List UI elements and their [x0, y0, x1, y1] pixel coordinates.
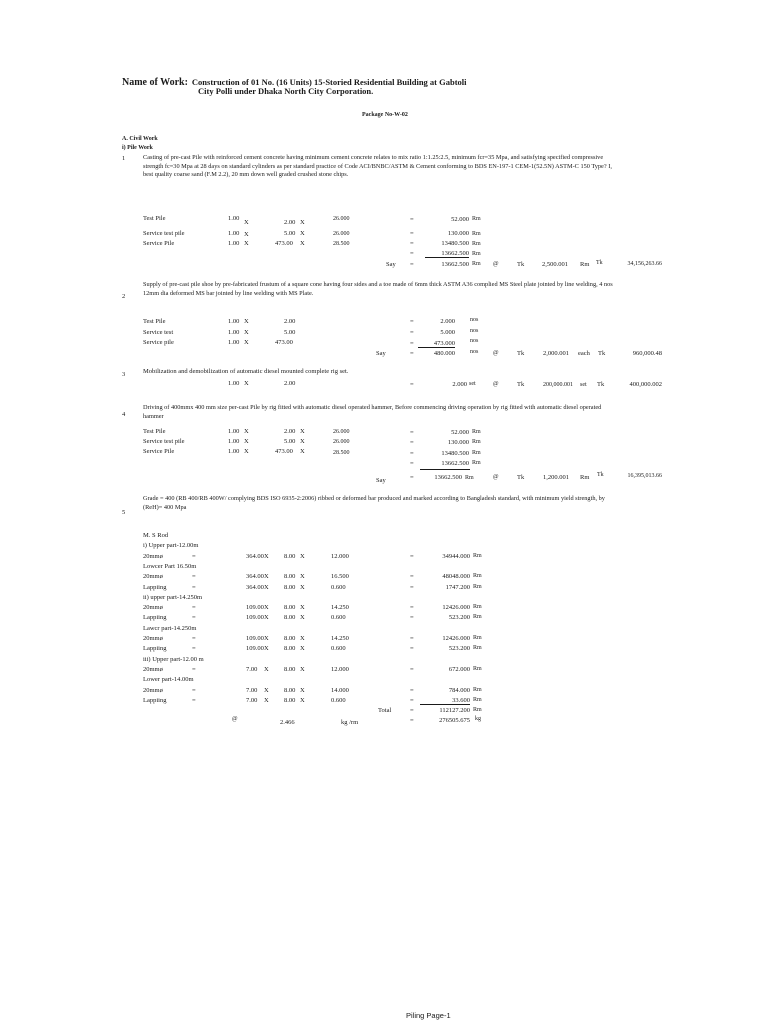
- rate-value: 2,500.001: [542, 261, 568, 268]
- row-factor-b: 2.00: [284, 428, 296, 435]
- rate-per: set: [580, 382, 587, 388]
- row-label: Service Pile: [143, 240, 175, 247]
- weight-unit: kg: [475, 716, 481, 722]
- item-description: Supply of pre-cast pile shoe by pre-fabricated frustum of a square cone having four sides and a toe made of 6mm thick ASTM A36 complied MS Steel plate jointed by line welding, 4 nos 12mm dia deformed MS bar jointed by line welding with MS Plate.: [143, 281, 613, 297]
- row-multiply: X: [300, 219, 305, 226]
- row-factor-c: 0.600: [331, 645, 346, 653]
- row-multiply: X: [244, 240, 249, 247]
- row-factor-a: 109.00: [246, 645, 264, 653]
- row-factor-b: 8.00: [284, 665, 296, 673]
- row-quantity: 2.000: [452, 381, 467, 388]
- row-multiply: X: [264, 552, 269, 560]
- say-equals: =: [410, 261, 414, 268]
- row-unit: Rm: [472, 231, 481, 237]
- amount-currency: Tk: [597, 472, 604, 478]
- row-unit: Rm: [473, 665, 482, 672]
- row-label: Lappiing: [143, 614, 167, 622]
- rate-value: 200,000.001: [543, 382, 573, 388]
- row-sub-equals: =: [192, 604, 196, 612]
- item-number: 5: [122, 509, 126, 516]
- row-unit: Rm: [473, 614, 482, 621]
- row-sub-equals: =: [192, 552, 196, 560]
- conversion-factor: 2.466: [280, 719, 295, 726]
- row-quantity: 130.000: [447, 230, 469, 237]
- row-label: 20mmø: [143, 552, 163, 560]
- row-equals: =: [410, 250, 414, 257]
- row-label: Lappiing: [143, 645, 167, 653]
- row-quantity: 672.000: [448, 665, 470, 673]
- row-factor-a: 1.00: [228, 448, 240, 455]
- row-sub-equals: =: [192, 614, 196, 622]
- row-multiply: X: [264, 665, 269, 673]
- row-equals: =: [410, 460, 414, 467]
- row-unit: Rm: [472, 216, 481, 222]
- row-label: Service test pile: [143, 230, 185, 237]
- row-multiply: X: [244, 428, 249, 435]
- row-factor-c: 14.250: [331, 635, 349, 642]
- row-equals: =: [410, 573, 414, 581]
- row-multiply: X: [300, 686, 305, 694]
- row-quantity: 523.200: [448, 645, 470, 653]
- rate-per: Rm: [580, 261, 590, 268]
- rate-per: Rm: [580, 474, 590, 481]
- row-multiply: X: [300, 665, 305, 673]
- item-amount: 400,000.002: [629, 381, 662, 388]
- row-factor-c: 0.600: [331, 614, 346, 622]
- row-multiply: X: [264, 614, 269, 622]
- row-label: Lower part-14.00m: [143, 676, 194, 684]
- row-equals: =: [410, 552, 414, 560]
- row-unit: nos: [470, 338, 479, 344]
- item-number: 2: [122, 293, 126, 300]
- row-multiply: X: [244, 329, 249, 336]
- row-sub-equals: =: [192, 686, 196, 694]
- row-multiply: X: [300, 438, 305, 445]
- row-factor-b: 8.00: [284, 635, 296, 642]
- rate-currency: Tk: [517, 350, 525, 357]
- total-unit: Rm: [473, 707, 482, 713]
- row-multiply: X: [300, 230, 305, 237]
- row-factor-b: 8.00: [284, 686, 296, 694]
- row-multiply: X: [300, 583, 305, 591]
- rate-currency: Tk: [517, 261, 525, 268]
- row-label: 20mmø: [143, 573, 163, 581]
- row-equals: =: [410, 604, 414, 612]
- work-title-line2: City Polli under Dhaka North City Corporation.: [198, 86, 374, 96]
- row-factor-c: 0.600: [331, 696, 346, 704]
- row-factor-a: 1.00: [228, 438, 240, 445]
- total-rule: [420, 704, 470, 705]
- row-equals: =: [410, 614, 414, 622]
- row-unit: set: [469, 381, 476, 387]
- item-description: Driving of 400mmx 400 mm size per-cast Pile by rig fitted with automatic diesel operated hammer, Before commencing driving operation by rig fitted with automatic diesel operated hammer: [143, 404, 602, 420]
- row-multiply: X: [300, 428, 305, 435]
- row-unit: Rm: [472, 241, 481, 247]
- row-factor-c: 26.000: [333, 216, 350, 222]
- row-factor-a: 364.00: [246, 573, 264, 581]
- item-description: Grade = 400 (RB 400/RB 400W/ complying BDS ISO 6935-2:2006) ribbed or deformed bar produced and marked according to Bangladesh standard, with minimum yield strength, by (ReH)= 400 Mpa: [143, 495, 605, 511]
- row-multiply: X: [264, 645, 269, 653]
- rate-currency: Tk: [517, 474, 525, 481]
- row-label: M. S Rod: [143, 532, 169, 539]
- row-factor-b: 473.00: [275, 339, 293, 346]
- row-label: 20mmø: [143, 686, 163, 694]
- row-unit: Rm: [472, 450, 481, 456]
- row-equals: =: [410, 450, 414, 457]
- row-factor-c: 0.600: [331, 583, 346, 591]
- rate-at: @: [493, 474, 499, 480]
- row-factor-a: 1.00: [228, 230, 240, 237]
- row-sub-equals: =: [192, 583, 196, 591]
- row-quantity: 1747.200: [445, 583, 470, 591]
- row-quantity: 13480.500: [441, 240, 469, 247]
- row-factor-b: 8.00: [284, 614, 296, 622]
- row-factor-a: 7.00: [246, 686, 258, 694]
- row-unit: Rm: [472, 429, 481, 435]
- row-multiply: X: [300, 604, 305, 612]
- row-factor-c: 16.500: [331, 573, 349, 581]
- row-label: Test Pile: [143, 215, 166, 222]
- rate-value: 2,000.001: [543, 350, 569, 357]
- row-label: 20mmø: [143, 604, 163, 612]
- say-unit: Rm: [465, 475, 474, 481]
- row-factor-b: 2.00: [284, 318, 296, 325]
- rate-at: @: [493, 350, 499, 356]
- row-label: 20mmø: [143, 635, 163, 642]
- row-multiply: X: [300, 614, 305, 622]
- row-factor-c: 12.000: [331, 665, 349, 673]
- row-quantity: 130.000: [447, 439, 469, 446]
- row-label: Service test pile: [143, 438, 185, 445]
- subtotal-rule: [420, 469, 470, 470]
- row-factor-c: 26.000: [333, 231, 350, 237]
- row-equals: =: [410, 240, 414, 247]
- row-factor-b: 8.00: [284, 583, 296, 591]
- total-equals: =: [410, 707, 414, 714]
- row-factor-b: 8.00: [284, 552, 296, 560]
- row-factor-a: 7.00: [246, 665, 258, 673]
- total-label: Total: [378, 707, 392, 714]
- row-factor-a: 1.00: [228, 428, 240, 435]
- section-title: A. Civil Work: [122, 136, 158, 142]
- row-quantity: 52.000: [451, 216, 469, 223]
- row-factor-c: 28.500: [333, 241, 350, 247]
- row-multiply: X: [264, 583, 269, 591]
- row-multiply: X: [244, 448, 249, 455]
- row-factor-a: 109.00: [246, 614, 264, 622]
- rate-at: @: [493, 381, 499, 387]
- say-unit: nos: [470, 349, 479, 355]
- row-equals: =: [410, 635, 414, 642]
- item-description: Mobilization and demobilization of automatic diesel mounted complete rig set.: [143, 368, 349, 375]
- row-factor-b: 5.00: [284, 329, 296, 336]
- row-quantity: 13662.500: [441, 460, 469, 467]
- row-factor-c: 14.000: [331, 686, 349, 694]
- row-equals: =: [410, 318, 414, 325]
- row-factor-a: 1.00: [228, 329, 240, 336]
- row-quantity: 48048.000: [442, 573, 470, 581]
- row-quantity: 2.000: [440, 318, 455, 325]
- row-label: Service Pile: [143, 448, 175, 455]
- row-quantity: 473.000: [418, 340, 455, 348]
- say-label: Say: [376, 477, 386, 484]
- row-factor-a: 109.00: [246, 635, 264, 642]
- row-factor-b: 8.00: [284, 696, 296, 704]
- row-unit: Rm: [473, 552, 482, 559]
- row-equals: =: [410, 665, 414, 673]
- row-unit: Rm: [473, 573, 482, 580]
- row-unit: Rm: [473, 583, 482, 590]
- row-equals: =: [410, 696, 414, 704]
- row-factor-b: 8.00: [284, 573, 296, 581]
- row-multiply: X: [244, 380, 249, 387]
- row-multiply: X: [264, 696, 269, 704]
- row-label: Lawcr part-14.250m: [143, 624, 197, 632]
- row-equals: =: [410, 216, 414, 223]
- rate-per: each: [578, 350, 590, 357]
- row-multiply: X: [244, 318, 249, 325]
- row-sub-equals: =: [192, 665, 196, 673]
- row-quantity: 33.600: [452, 696, 470, 704]
- amount-currency: Tk: [597, 381, 605, 388]
- rate-at: @: [493, 261, 499, 267]
- row-equals: =: [410, 583, 414, 591]
- row-factor-b: 2.00: [284, 219, 296, 226]
- row-equals: =: [410, 429, 414, 436]
- row-factor-c: 28.500: [333, 450, 350, 456]
- row-multiply: X: [264, 573, 269, 581]
- say-equals: =: [410, 350, 414, 357]
- row-multiply: X: [244, 219, 249, 226]
- work-name-label: Name of Work:: [122, 77, 188, 88]
- item-amount: 960,000.48: [632, 350, 662, 357]
- conversion-equals: =: [410, 717, 414, 724]
- row-multiply: X: [244, 438, 249, 445]
- row-sub-equals: =: [192, 696, 196, 704]
- row-sub-equals: =: [192, 645, 196, 653]
- say-label: Say: [386, 261, 396, 268]
- row-factor-b: 8.00: [284, 645, 296, 653]
- weight-quantity: 276505.675: [439, 717, 470, 724]
- work-title-line1: Construction of 01 No. (16 Units) 15-Storied Residential Building at Gabtoli: [191, 77, 467, 87]
- row-factor-b: 473.00: [275, 448, 293, 455]
- row-multiply: X: [300, 448, 305, 455]
- item-number: 4: [122, 411, 126, 418]
- conversion-at: @: [232, 716, 238, 722]
- row-unit: Rm: [473, 635, 482, 641]
- row-unit: nos: [470, 328, 479, 334]
- row-multiply: X: [300, 645, 305, 653]
- row-equals: =: [410, 340, 414, 347]
- amount-currency: Tk: [598, 350, 606, 357]
- row-factor-c: 12.000: [331, 552, 349, 560]
- row-quantity: 13662.500: [425, 250, 469, 258]
- row-label: Test Pile: [143, 318, 166, 325]
- amount-currency: Tk: [596, 260, 603, 266]
- row-unit: Rm: [473, 696, 482, 703]
- row-multiply: X: [264, 686, 269, 694]
- row-label: i) Upper part-12.00m: [143, 542, 199, 550]
- row-label: Service test: [143, 329, 174, 336]
- row-label: Lappiing: [143, 583, 167, 591]
- row-unit: Rm: [472, 439, 481, 445]
- row-factor-a: 1.00: [228, 318, 240, 325]
- row-quantity: 523.200: [448, 614, 470, 622]
- row-factor-a: 1.00: [228, 240, 240, 247]
- row-equals: =: [410, 230, 414, 237]
- row-label: iii) Upper part-12.00 m: [143, 655, 204, 663]
- row-unit: Rm: [472, 460, 481, 466]
- row-unit: nos: [470, 317, 479, 323]
- row-equals: =: [410, 381, 414, 388]
- row-equals: =: [410, 329, 414, 336]
- row-quantity: 784.000: [448, 686, 470, 694]
- row-multiply: X: [300, 635, 305, 642]
- row-quantity: 13480.500: [441, 450, 469, 457]
- row-equals: =: [410, 439, 414, 446]
- say-equals: =: [410, 474, 414, 481]
- row-multiply: X: [300, 573, 305, 581]
- row-multiply: X: [300, 552, 305, 560]
- conversion-unit: kg /rm: [341, 719, 359, 726]
- row-equals: =: [410, 686, 414, 694]
- row-factor-c: 26.000: [333, 429, 350, 435]
- row-factor-c: 26.000: [333, 439, 350, 445]
- row-multiply: X: [300, 696, 305, 704]
- row-factor-a: 364.00: [246, 583, 264, 591]
- item-number: 1: [122, 155, 126, 162]
- row-quantity: 12426.000: [442, 604, 470, 612]
- row-multiply: X: [244, 231, 249, 238]
- row-factor-a: 1.00: [228, 339, 240, 346]
- row-multiply: X: [264, 604, 269, 612]
- say-label: Say: [376, 350, 386, 357]
- row-multiply: X: [244, 339, 249, 346]
- row-unit: Rm: [473, 686, 482, 693]
- row-factor-a: 1.00: [228, 215, 240, 222]
- row-label: Lappiing: [143, 696, 167, 704]
- row-quantity: 34944.000: [442, 552, 470, 560]
- row-factor-b: 8.00: [284, 604, 296, 612]
- row-unit: Rm: [472, 251, 481, 257]
- row-factor-a: 7.00: [246, 696, 258, 704]
- item-amount: 34,156,263.66: [627, 261, 662, 267]
- rate-currency: Tk: [517, 381, 525, 388]
- row-quantity: 5.000: [440, 329, 455, 336]
- total-quantity: 112127.200: [439, 707, 470, 714]
- section-subtitle: i) Pile Work: [122, 145, 153, 151]
- row-factor-c: 14.250: [331, 604, 349, 612]
- row-factor-a: 364.00: [246, 552, 264, 560]
- row-unit: Rm: [473, 645, 482, 652]
- item-number: 3: [122, 371, 126, 378]
- row-sub-equals: =: [192, 635, 196, 642]
- row-factor-b: 473.00: [275, 240, 293, 247]
- row-sub-equals: =: [192, 573, 196, 581]
- row-quantity: 52.000: [451, 429, 469, 436]
- say-quantity: 13662.500: [441, 261, 469, 268]
- row-factor-b: 2.00: [284, 380, 296, 387]
- say-unit: Rm: [472, 261, 481, 267]
- row-label: Test Pile: [143, 428, 166, 435]
- say-quantity: 480.000: [433, 350, 455, 357]
- item-description: Casting of pre-cast Pile with reinforced cement concrete having minimum cement concrete relates to mix ratio 1:1.25:2.5, minimum fcr=35 Mpa, and satisfying specified compressive strength fc=30 Mpa at 28 days on standard cylinders as per standard practice of Code ACI/BNBC/ASTM & Cement conforming to BDS EN-197-1 CEM-1(52.5N) ASTM-C 150 Type? I, best quality coarse sand (F.M 2.2), 20 mm down well graded crushed stone chips.: [143, 154, 612, 179]
- row-quantity: 12426.000: [442, 635, 470, 642]
- row-factor-b: 5.00: [284, 438, 296, 445]
- row-factor-a: 1.00: [228, 380, 240, 387]
- item-amount: 16,395,013.66: [627, 473, 662, 479]
- row-equals: =: [410, 645, 414, 653]
- row-unit: Rm: [473, 604, 482, 611]
- row-label: Lowcer Part 16.50m: [143, 562, 197, 570]
- row-factor-a: 109.00: [246, 604, 264, 612]
- row-label: 20mmø: [143, 665, 163, 673]
- rate-value: 1,200.001: [543, 474, 569, 481]
- row-label: Service pile: [143, 339, 174, 346]
- say-quantity: 13662.500: [434, 474, 462, 481]
- row-multiply: X: [300, 240, 305, 247]
- page-footer: Piling Page-1: [406, 1011, 451, 1020]
- row-factor-b: 5.00: [284, 230, 296, 237]
- package-number: Package No-W-02: [362, 112, 408, 118]
- row-label: ii) upper part-14.250m: [143, 593, 203, 601]
- row-multiply: X: [264, 635, 269, 642]
